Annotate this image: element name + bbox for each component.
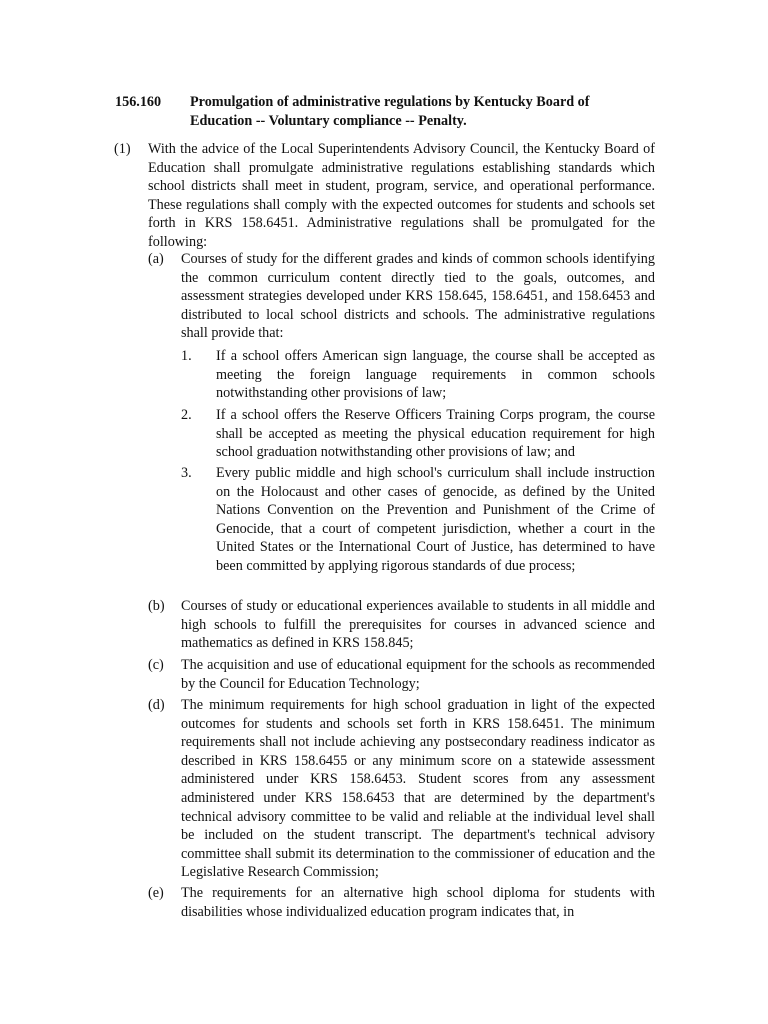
item-marker-3: 3. bbox=[181, 465, 192, 481]
item-text-3: Every public middle and high school's curriculum shall include instruction on the Holocaust and other cases of genocide, as defined by the United Nations Convention on the Prevention and Punishment of the Crime of Genocide, that a court of competent jurisdiction, whether a court in the United States or the International Court of Justice, has determined to have been committed by applying rigorous standards of due process; bbox=[216, 465, 655, 574]
paragraph-text-e: The requirements for an alternative high school diploma for students with disabilities whose individualized education program indicates that, in bbox=[181, 885, 655, 920]
subsection-marker: (1) bbox=[114, 141, 131, 157]
paragraph-marker-b: (b) bbox=[148, 598, 165, 614]
paragraph-text-d: The minimum requirements for high school graduation in light of the expected outcomes for students and schools set forth in KRS 158.6451. The minimum requirements shall not include achieving any postsecondary readiness indicator as described in KRS 158.6455 or any minimum score on a statewide assessment administered under KRS 158.6453. Student scores from any assessment administered under KRS 158.6453 that are determined by the department's technical advisory committee to be valid and reliable at the individual level shall be included on the student transcript. The department's technical advisory committee shall submit its determination to the commissioner of education and the Legislative Research Commission; bbox=[181, 697, 655, 881]
item-text-1: If a school offers American sign language, the course shall be accepted as meeting the foreign language requirements in common schools notwithstanding other provisions of law; bbox=[216, 348, 655, 402]
subsection-text: With the advice of the Local Superintendents Advisory Council, the Kentucky Board of Education shall promulgate administrative regulations establishing standards which school districts shall meet in student, program, service, and operational performance. These regulations shall comply with the expected outcomes for students and schools set forth in KRS 158.6451. Administrative regulations shall be promulgated for the following: bbox=[148, 141, 655, 250]
section-heading bbox=[115, 93, 655, 130]
paragraph-marker-e: (e) bbox=[148, 885, 164, 901]
paragraph-marker-c: (c) bbox=[148, 657, 164, 673]
paragraph-marker-d: (d) bbox=[148, 697, 165, 713]
item-marker-2: 2. bbox=[181, 407, 192, 423]
section-title: Promulgation of administrative regulations by Kentucky Board of Education -- Voluntary compliance -- Penalty. bbox=[190, 94, 590, 129]
paragraph-marker-a: (a) bbox=[148, 251, 164, 267]
section-number: 156.160 bbox=[115, 94, 162, 110]
item-marker-1: 1. bbox=[181, 348, 192, 364]
paragraph-text-c: The acquisition and use of educational equipment for the schools as recommended by the Council for Education Technology; bbox=[181, 657, 655, 692]
paragraph-text-b: Courses of study or educational experiences available to students in all middle and high schools to fulfill the prerequisites for courses in advanced science and mathematics as defined in KRS 158.845; bbox=[181, 598, 655, 652]
item-text-2: If a school offers the Reserve Officers Training Corps program, the course shall be accepted as meeting the physical education requirement for high school graduation notwithstanding other provisions of law; and bbox=[216, 407, 655, 461]
paragraph-text-a: Courses of study for the different grades and kinds of common schools identifying the common curriculum content directly tied to the goals, outcomes, and assessment strategies developed under KRS 158.645, 158.6451, and 158.6453 and distributed to local school districts and schools. The administrative regulations shall provide that: bbox=[181, 251, 655, 342]
